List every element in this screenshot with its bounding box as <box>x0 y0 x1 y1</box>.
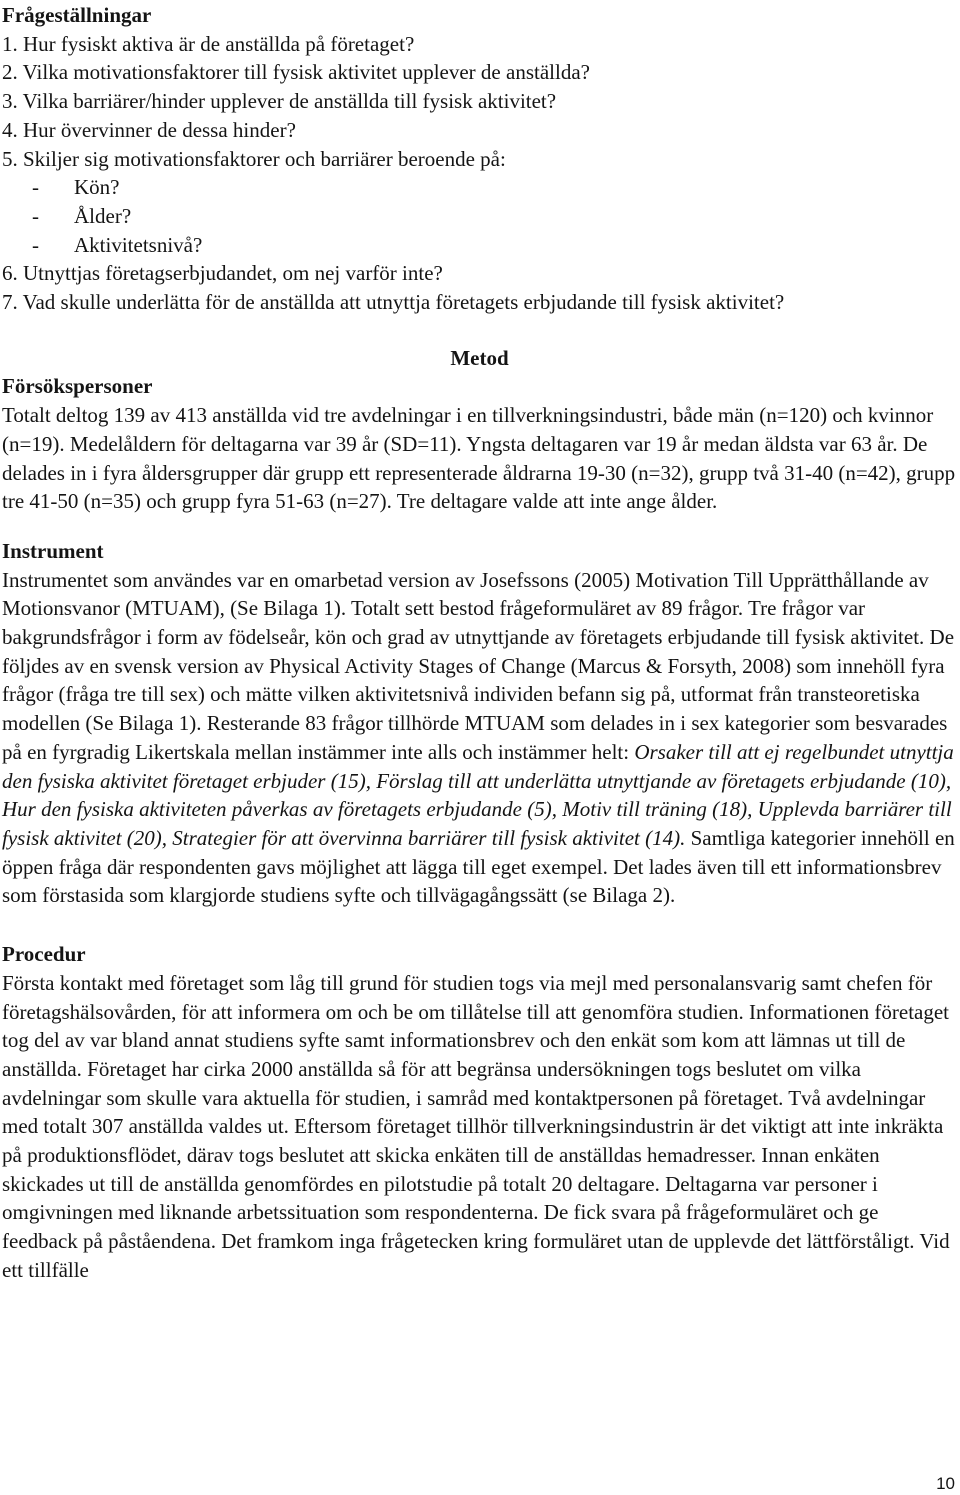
question-item: 3. Vilka barriärer/hinder upplever de anställda till fysisk aktivitet? <box>2 89 557 114</box>
document-page <box>2 0 957 1285</box>
sublist-item: - Ålder? <box>32 202 957 231</box>
question-item: 1. Hur fysiskt aktiva är de anställda på företaget? <box>2 31 415 56</box>
instrument-text-start: Instrumentet som användes var en omarbetad version av Josefssons (2005) Motivation Till Upprätthållande av Motionsvanor (MTUAM), (Se Bilaga 1). Totalt sett bestod frågeformuläret av 89 frågor. Tre frågor var bakgrundsfrågor i form av födelseår, kön och grad av utnyttjande av företagets erbjudande till fysisk aktivitet. De följdes av en svensk version av Physical Activity Stages of Change (Marcus & Forsyth, 2008) som innehöll fyra frågor (fråga tre till sex) och mätte vilken aktivitetsnivå individen befann sig på, utformat från transteoretiska modellen (Se Bilaga 1). Resterande 83 frågor tillhörde MTUAM som delades in i sex kategorier som besvarades på en fyrgradig Likertskala mellan instämmer inte alls och instämmer helt: <box>2 567 955 764</box>
question-item: 4. Hur övervinner de dessa hinder? <box>2 117 296 142</box>
instrument-paragraph <box>2 566 957 910</box>
research-questions-list <box>2 30 957 174</box>
instrument-heading: Instrument <box>2 538 104 563</box>
procedure-paragraph: Första kontakt med företaget som låg till grund för studien togs via mejl med personalansvarig samt chefen för företagshälsovården, för att informera om och be om tillåtelse till att genomföra studien. Informationen företaget tog del av var bland annat studiens syfte samt informationsbrev och den enkät som kom att lämnas ut till de anställda. Företaget har cirka 2000 anställda så för att begränsa undersökningen togs beslutet om vilka avdelningar som skulle vara aktuella för studien, i samråd med kontaktpersonen på företaget. Två avdelningar med totalt 307 anställda valdes ut. Eftersom företaget tillhör tillverkningsindustrin är det viktigt att inte inkräkta på produktionsflödet, därav togs beslutet att skicka enkäten till de anställdas hemadresser. Innan enkäten skickades ut till de anställda genomfördes en pilotstudie på totalt 20 deltagare. Deltagarna var personer i omgivningen med liknande arbetssituation som respondenterna. De fick svara på frågeformuläret och ge feedback på påståendena. Det framkom inga frågetecken kring formuläret utan de upplevde det lättförståligt. Vid ett tillfälle <box>2 970 950 1282</box>
instrument-text-end: Samtliga kategorier innehöll en öppen fråga där respondenten gavs möjlighet att lägga till eget exempel. Det lades även till ett informationsbrev som förstasida som klargjorde studiens syfte och tillvägagångssätt (se Bilaga 2). <box>2 825 955 908</box>
method-heading: Metod <box>450 345 509 370</box>
sublist-item: - Aktivitetsnivå? <box>32 231 957 260</box>
sublist-item: - Kön? <box>32 173 957 202</box>
participants-paragraph: Totalt deltog 139 av 413 anställda vid tre avdelningar i en tillverkningsindustri, både män (n=120) och kvinnor (n=19). Medelåldern för deltagarna var 39 år (SD=11). Yngsta deltagaren var 19 år medan äldsta var 63 år. De delades in i fyra åldersgrupper där grupp ett representerade åldrarna 19-30 (n=32), grupp två 31-40 (n=42), grupp tre 41-50 (n=35) och grupp fyra 51-63 (n=27). Tre deltagare valde att inte ange ålder. <box>2 403 956 514</box>
procedure-heading: Procedur <box>2 942 86 967</box>
question-sublist <box>2 173 957 259</box>
question-item: 2. Vilka motivationsfaktorer till fysisk aktivitet upplever de anställda? <box>2 60 590 85</box>
page-number: 10 <box>936 1474 955 1493</box>
question-item: 5. Skiljer sig motivationsfaktorer och barriärer beroende på: <box>2 146 506 171</box>
question-item: 7. Vad skulle underlätta för de anställda att utnyttja företagets erbjudande till fysisk aktivitet? <box>2 290 785 315</box>
participants-heading: Försökspersoner <box>2 374 153 399</box>
research-questions-heading: Frågeställningar <box>2 3 152 27</box>
research-questions-list-continued <box>2 259 957 316</box>
question-item: 6. Utnyttjas företagserbjudandet, om nej varför inte? <box>2 261 443 286</box>
instrument-categories-italic: Orsaker till att ej regelbundet utnyttja den fysiska aktivitet företaget erbjuder (15), Förslag till att underlätta utnyttjande av företagets erbjudande (10), Hur den fysiska aktiviteten påverkas av företagets erbjudande (5), Motiv till träning (18), Upplevda barriärer till fysisk aktivitet (20), Strategier för att övervinna barriärer till fysisk aktivitet (14). <box>2 739 954 850</box>
